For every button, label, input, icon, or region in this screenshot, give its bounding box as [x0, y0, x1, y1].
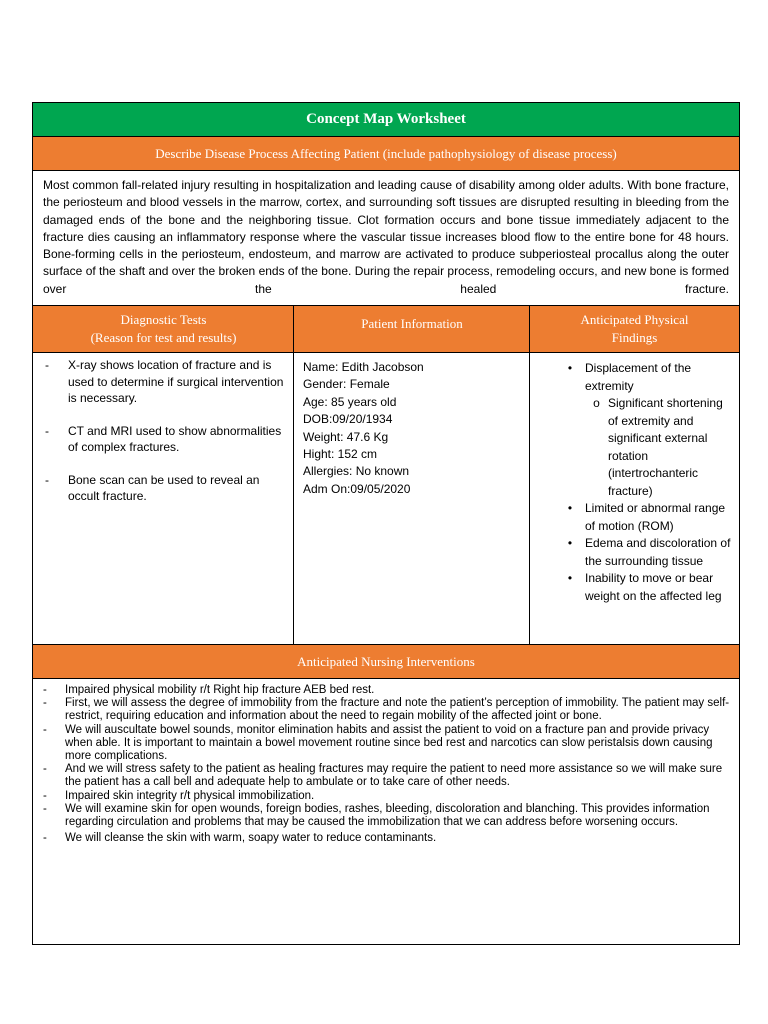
patient-gender: Gender: Female	[303, 377, 390, 392]
list-item: • Inability to move or bear weight on the affected leg	[555, 570, 735, 605]
nursing-interventions-list	[43, 684, 733, 845]
bullet-icon: •	[567, 536, 573, 550]
list-item: - X-ray shows location of fracture and is used to determine if surgical intervention is necessary.	[45, 358, 284, 405]
patient-header-label: Patient Information	[361, 316, 463, 331]
list-item: - Impaired physical mobility r/t Right hip fracture AEB bed rest.	[43, 684, 375, 696]
patient-allergies: Allergies: No known	[303, 464, 410, 479]
patient-age: Age: 85 years old	[303, 394, 397, 409]
list-item: - We will auscultate bowel sounds, monitor elimination habits and assist the patient to void on a fracture pan and provide privacy when able. It is important to maintain a bowel movement routine since bed rest and narcotics can slow peristalsis down causing more complications.	[43, 723, 713, 763]
patient-information-list	[303, 359, 523, 498]
list-item: - And we will stress safety to the patient as healing fractures may require the patient to need more assistance so we will make sure the patient has a call bell and adequate help to ambulate or to take care of other needs.	[43, 763, 723, 789]
patient-information-header	[294, 306, 530, 353]
list-item: - We will cleanse the skin with warm, soapy water to reduce contaminants.	[43, 832, 437, 845]
physical-findings-header	[530, 306, 739, 353]
findings-header-line2: Findings	[611, 330, 658, 345]
bullet-icon: •	[567, 361, 573, 375]
list-item: - We will examine skin for open wounds, foreign bodies, rashes, bleeding, discoloration and blanching. This provides information regarding circulation and problems that may be caused the immobilization that we can address before worsening occurs.	[43, 802, 710, 829]
findings-header-line1: Anticipated Physical	[580, 312, 689, 327]
column-divider	[293, 306, 294, 644]
patient-height: Hight: 152 cm	[303, 447, 378, 462]
physical-findings-list	[555, 360, 735, 605]
column-divider	[529, 306, 530, 644]
list-item: - CT and MRI used to show abnormalities of complex fractures.	[45, 423, 282, 454]
list-item: - First, we will assess the degree of immobility from the fracture and note the patient’s perception of immobility. The patient may self-restrict, requiring education and information about the need to regain mobility of the affected joint or bone.	[43, 697, 730, 723]
diagnostic-tests-list	[45, 357, 290, 521]
list-subitem: o Significant shortening of extremity and significant external rotation (intertrochanteric fracture)	[555, 395, 735, 500]
patient-admission-date: Adm On:09/05/2020	[303, 481, 411, 496]
bullet-icon: •	[567, 501, 573, 515]
diagnostic-header-line1: Diagnostic Tests	[120, 312, 207, 327]
concept-map-worksheet	[32, 102, 740, 945]
list-item: - Impaired skin integrity r/t physical immobilization.	[43, 789, 315, 802]
diagnostic-header-line2: (Reason for test and results)	[90, 330, 237, 345]
disease-process-text: Most common fall-related injury resulting in hospitalization and leading cause of disability among older adults. With bone fracture, the periosteum and blood vessels in the marrow, cortex, and surrounding soft tissues are disrupted resulting in bleeding from the damaged ends of the bone and the neighboring tissue. Clot formation occurs and bone tissue immediately adjacent to the fracture dies causing an inflammatory response where the vascular tissue increases blood flow to the entire bone for 48 hours. Bone-forming cells in the periosteum, endosteum, and marrow are activated to produce subperiosteal procallus along the outer surface of the shaft and over the broken ends of the bone. During the repair process, remodeling occurs, and new bone is formed over the healed fracture.	[43, 178, 729, 296]
list-item: • Limited or abnormal range of motion (ROM)	[555, 500, 735, 535]
patient-name: Name: Edith Jacobson	[303, 360, 424, 374]
nursing-interventions-header: Anticipated Nursing Interventions	[33, 645, 739, 679]
list-item: - Bone scan can be used to reveal an occult fracture.	[45, 472, 260, 503]
worksheet-title: Concept Map Worksheet	[33, 103, 739, 137]
diagnostic-tests-header	[33, 306, 294, 353]
list-item: • Edema and discoloration of the surrounding tissue	[555, 535, 735, 570]
disease-process-header: Describe Disease Process Affecting Patient (include pathophysiology of disease process)	[33, 137, 739, 171]
bullet-icon: •	[567, 571, 573, 585]
list-item: • Displacement of the extremity	[555, 360, 735, 395]
circle-bullet-icon: o	[593, 396, 600, 410]
patient-dob: DOB:09/20/1934	[303, 412, 393, 427]
patient-weight: Weight: 47.6 Kg	[303, 429, 389, 444]
